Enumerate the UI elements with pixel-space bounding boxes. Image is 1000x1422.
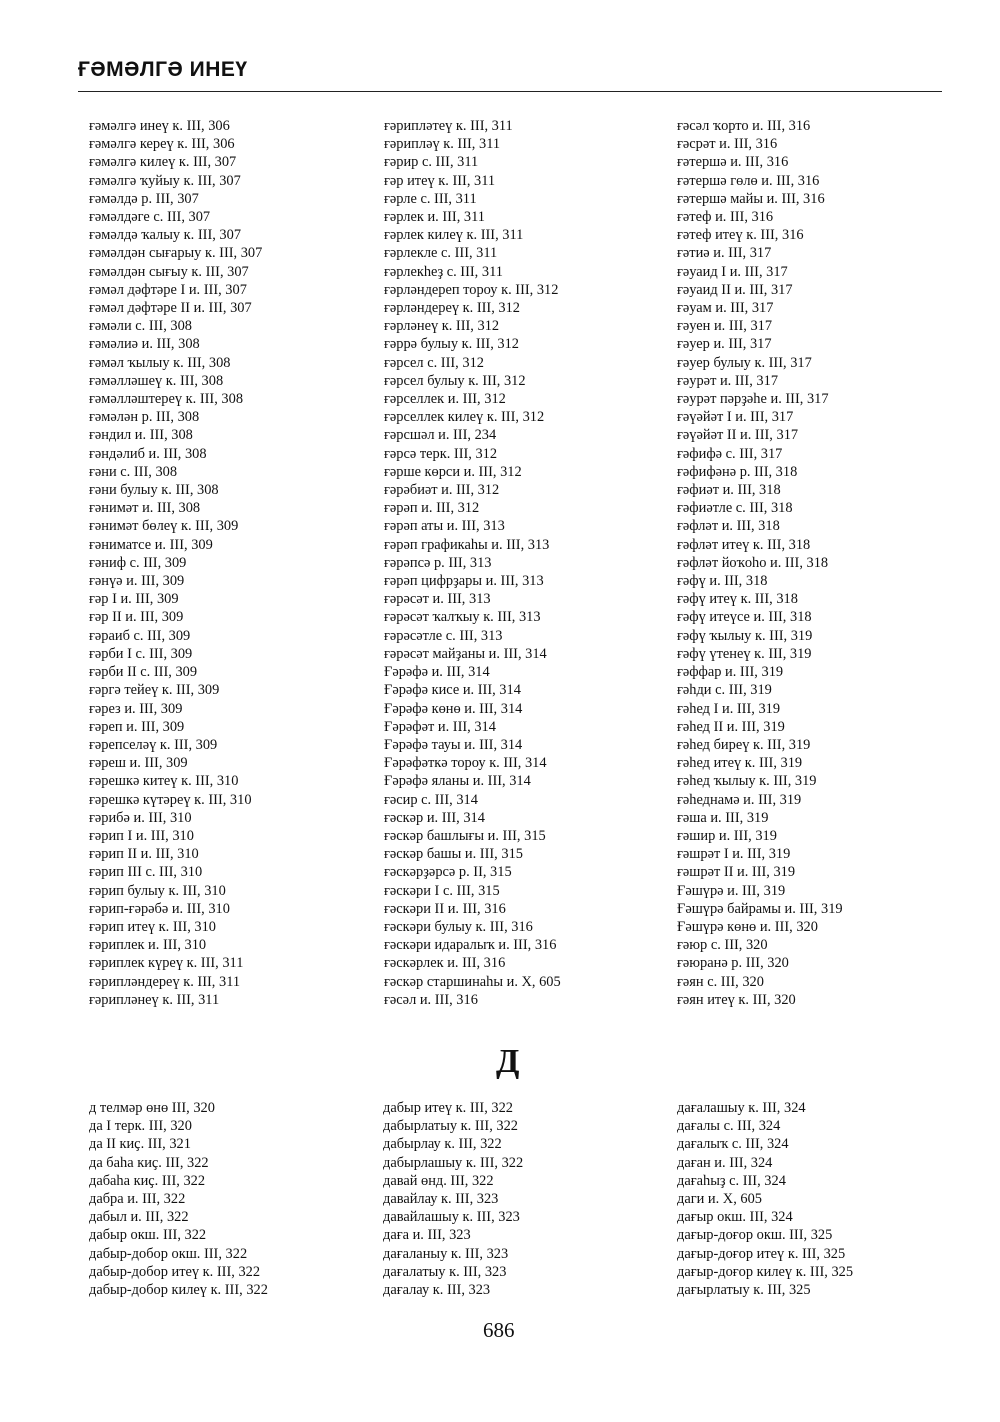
index-entry: дағалашыу к. III, 324 [677,1100,806,1116]
index-entry: ғәмәлдән сығыу к. III, 307 [89,263,249,280]
index-entry: ғәрби II с. III, 309 [89,664,198,681]
index-entry: ғәскәр старшинаһы и. X, 605 [384,973,561,990]
index-entry: ғәрләндереп тороу к. III, 312 [384,281,559,298]
index-entry: ғәһед ҡылыу к. III, 319 [677,773,817,790]
index-entry: ғәюранә р. III, 320 [677,955,789,972]
index-entry: ғәррә булыу к. III, 312 [384,336,519,353]
index-entry: ғәрсел булыу к. III, 312 [384,372,526,389]
index-entry: ғәрәпсә р. III, 313 [384,554,492,571]
index-entry: ғәһед I и. III, 319 [677,700,781,717]
index-entry: ғәтершә и. III, 316 [677,154,789,171]
index-entry: Ғәшүрә байрамы и. III, 319 [677,900,843,917]
index-entry: ғәмәл дәфтәре I и. III, 307 [89,281,247,298]
index-entry: ғәшрәт II и. III, 319 [677,864,796,881]
index-entry: ғәндәлиб и. III, 308 [89,445,207,462]
index-entry: ғәфү итеү к. III, 318 [677,591,798,608]
index-entry: ғәмәлгә килеү к. III, 307 [89,154,237,171]
index-entry: ғәюр с. III, 320 [677,937,768,954]
index-entry: Ғәрәфә и. III, 314 [384,664,490,681]
index-column-2 [384,117,561,1009]
index-entry: ғәрип I и. III, 310 [89,827,194,844]
index-entry: ғәшрәт I и. III, 319 [677,846,791,863]
index-entry: дабырлатыу к. III, 322 [383,1118,518,1135]
index-entry: ғәрлек килеү к. III, 311 [384,227,524,244]
index-entry: ғәмәлгә ҡуйыу к. III, 307 [89,172,241,189]
index-entry: ғәрипләнеү к. III, 311 [89,991,220,1008]
index-entry: ғәмәлгә инеү к. III, 306 [89,118,230,134]
page-number: 686 [483,1318,515,1342]
index-entry: ғәһед итеү к. III, 319 [677,755,803,772]
index-entry: давай өнд. III, 322 [383,1172,494,1189]
index-entry: ғәскәри II и. III, 316 [384,900,506,917]
index-entry: дабаһа киҫ. III, 322 [89,1172,206,1189]
index-entry: ғәһед II и. III, 319 [677,718,785,735]
index-entry: ғәмәлдә ҡалыу к. III, 307 [89,227,242,244]
index-entry: ғәрешкә күтәреү к. III, 310 [89,791,252,808]
index-entry: ғәрсшәл и. III, 234 [384,427,497,444]
index-entry: ғәмәли с. III, 308 [89,318,193,335]
index-entry: ғәрби I с. III, 309 [89,645,193,662]
index-entry: ғәрешкә китеү к. III, 310 [89,773,239,790]
index-entry: ғәнимәт бөлеү к. III, 309 [89,518,239,535]
index-entry: ғәрибә и. III, 310 [89,809,192,826]
index-entry: ғәмәлдән сығарыу к. III, 307 [89,245,263,262]
index-entry: ғәр I и. III, 309 [89,591,179,608]
index-entry: дағалыҡ с. III, 324 [677,1136,789,1153]
index-entry: ғәрше көрси и. III, 312 [384,463,522,480]
index-entry: Ғәрәфәткә тороу к. III, 314 [384,755,547,772]
index-entry: давайлау к. III, 323 [383,1191,499,1208]
index-entry: ғәфләт йоҡоһо и. III, 318 [677,554,829,571]
index-entry: дабыр-добор окш. III, 322 [89,1245,248,1262]
index-entry: ғәриплек күреү к. III, 311 [89,955,244,972]
index-entry: ғәрипләү к. III, 311 [384,136,501,153]
index-entry: ғәниф с. III, 309 [89,554,187,571]
index-entry: ғәнүә и. III, 309 [89,573,185,590]
index-entry: дағалы с. III, 324 [677,1118,781,1135]
index-entry: дабыр-добор килеү к. III, 322 [89,1282,268,1299]
index-entry: ғәскәр башлығы и. III, 315 [384,827,546,844]
index-entry: ғәреш и. III, 309 [89,755,188,772]
index-entry: Ғәшүрә и. III, 319 [677,882,786,899]
index-entry: ғәрлекле с. III, 311 [384,245,498,262]
index-entry: ғәшир и. III, 319 [677,827,777,844]
index-entry: ғәфләт и. III, 318 [677,518,780,535]
index-entry: дағыр-доғор окш. III, 325 [677,1227,833,1244]
index-entry: ғәрле с. III, 311 [384,190,477,207]
index-entry: дағаланыу к. III, 323 [383,1245,509,1262]
index-entry: ғәуам и. III, 317 [677,300,774,317]
index-entry: ғәуер и. III, 317 [677,336,772,353]
index-entry: ғәрәсәтле с. III, 313 [384,627,503,644]
index-entry: ғәтершә гөлө и. III, 316 [677,172,820,189]
index-column-3 [677,117,843,1009]
index-entry: ғәфү үтенеү к. III, 319 [677,645,812,662]
index-entry: ғәрип III с. III, 310 [89,864,203,881]
index-entry: ғәрәп цифрҙары и. III, 313 [384,573,544,590]
index-entry: ғәүәйәт I и. III, 317 [677,409,794,426]
index-entry: ғәниматсе и. III, 309 [89,536,213,553]
index-entry: ғәмәлдә р. III, 307 [89,190,199,207]
index-entry: ғәрәп графикаһы и. III, 313 [384,536,550,553]
index-entry: ғәтершә майы и. III, 316 [677,190,825,207]
index-entry: ғәрир с. III, 311 [384,154,479,171]
index-entry: дабыр окш. III, 322 [89,1227,207,1244]
index-entry: да баһа киҫ. III, 322 [89,1154,209,1171]
index-entry: ғәрлекһеҙ с. III, 311 [384,263,503,280]
index-entry: дағаһыҙ с. III, 324 [677,1172,786,1189]
index-entry: ғәмәлиә и. III, 308 [89,336,200,353]
index-column-5 [383,1099,523,1299]
index-entry: ғәмәл дәфтәре II и. III, 307 [89,300,252,317]
index-entry: ғәни с. III, 308 [89,463,178,480]
running-head: ҒӘМӘЛГӘ ИНЕҮ [78,58,248,81]
index-column-1 [89,117,262,1009]
index-entry: ғәрипләндереү к. III, 311 [89,973,241,990]
index-entry: ғәша и. III, 319 [677,809,769,826]
index-entry: ғәуен и. III, 317 [677,318,773,335]
index-entry: ғәриплек и. III, 310 [89,937,207,954]
index-entry: ғәфү и. III, 318 [677,573,768,590]
index-entry: ғәргә тейеү к. III, 309 [89,682,220,699]
index-entry: ғәфиәтле с. III, 318 [677,500,793,517]
header-rule [78,91,942,92]
index-entry: ғәскәр и. III, 314 [384,809,485,826]
index-entry: ғәрләнеү к. III, 312 [384,318,500,335]
index-entry: ғәһед биреү к. III, 319 [677,736,811,753]
index-entry: Ғәрәфә кисе и. III, 314 [384,682,521,699]
index-entry: Ғәрәфә көнө и. III, 314 [384,700,523,717]
index-entry: Ғәрәфә яланы и. III, 314 [384,773,531,790]
index-entry: дағыр-доғор итеү к. III, 325 [677,1245,846,1262]
index-entry: ғәтеф и. III, 316 [677,209,774,226]
index-entry: ғәһди с. III, 319 [677,682,772,699]
index-entry: ғәскәр башы и. III, 315 [384,846,523,863]
index-entry: ғәмәлләштереү к. III, 308 [89,391,244,408]
index-entry: ғәни булыу к. III, 308 [89,482,219,499]
index-entry: ғәян с. III, 320 [677,973,764,990]
index-entry: ғәр II и. III, 309 [89,609,184,626]
index-entry: ғәскәри идаралыҡ и. III, 316 [384,937,557,954]
index-entry: ғәурәт пәрҙәһе и. III, 317 [677,391,829,408]
index-entry: ғәуаид I и. III, 317 [677,263,788,280]
index-entry: ғәрәп аты и. III, 313 [384,518,505,535]
index-entry: дабыл и. III, 322 [89,1209,189,1226]
index-entry: даға и. III, 323 [383,1227,471,1244]
index-entry: дағырлатыу к. III, 325 [677,1282,811,1299]
index-entry: ғәфләт итеү к. III, 318 [677,536,811,553]
index-entry: ғәрлек и. III, 311 [384,209,485,226]
index-entry: ғәрипләтеү к. III, 311 [384,118,513,134]
index-entry: ғәуер булыу к. III, 317 [677,354,812,371]
index-entry: давайлашыу к. III, 323 [383,1209,520,1226]
index-entry: ғәрип II и. III, 310 [89,846,199,863]
index-entry: ғәмәл ҡылыу к. III, 308 [89,354,231,371]
index-entry: ғәрсел с. III, 312 [384,354,484,371]
index-entry: ғәскәрлек и. III, 316 [384,955,506,972]
index-entry: дабырлау к. III, 322 [383,1136,502,1153]
index-entry: ғәскәри I с. III, 315 [384,882,500,899]
index-entry: ғәрләндереү к. III, 312 [384,300,520,317]
index-entry: ғәраиб с. III, 309 [89,627,191,644]
index-entry: ғәндил и. III, 308 [89,427,193,444]
index-entry: даған и. III, 324 [677,1154,773,1171]
index-entry: ғәмәлгә кереү к. III, 306 [89,136,235,153]
index-entry: дабырлашыу к. III, 322 [383,1154,524,1171]
index-entry: ғәтеф итеү к. III, 316 [677,227,804,244]
index-entry: ғәян итеү к. III, 320 [677,991,796,1008]
index-entry: ғәсир с. III, 314 [384,791,478,808]
index-entry: Ғәшүрә көнө и. III, 320 [677,918,818,935]
index-entry: ғәүәйәт II и. III, 317 [677,427,799,444]
index-entry: ғәнимәт и. III, 308 [89,500,201,517]
index-entry: дағыр-доғор килеү к. III, 325 [677,1263,854,1280]
index-entry: ғәмәлән р. III, 308 [89,409,200,426]
index-entry: ғәрип итеү к. III, 310 [89,918,217,935]
section-letter: Д [496,1043,520,1080]
index-entry: д телмәр өнө III, 320 [89,1100,215,1116]
index-entry: ғәрәп и. III, 312 [384,500,480,517]
index-entry: ғәрсә терк. III, 312 [384,445,498,462]
index-entry: ғәсрәт и. III, 316 [677,136,778,153]
index-entry: ғәтиә и. III, 317 [677,245,772,262]
index-column-6 [677,1099,853,1299]
index-entry: ғәскәрҙәрсә р. II, 315 [384,864,512,881]
index-entry: ғәфү итеүсе и. III, 318 [677,609,812,626]
index-entry: ғәрепселәү к. III, 309 [89,736,218,753]
index-entry: ғәр итеү к. III, 311 [384,172,496,189]
index-entry: ғәурәт и. III, 317 [677,372,779,389]
index-entry: ғәрәсәт ҡалҡыу к. III, 313 [384,609,541,626]
index-entry: ғәфифәнә р. III, 318 [677,463,798,480]
index-entry: дабра и. III, 322 [89,1191,186,1208]
index-entry: ғәфифә с. III, 317 [677,445,783,462]
index-entry: Ғәрәфәт и. III, 314 [384,718,496,735]
index-entry: ғәрселлек и. III, 312 [384,391,506,408]
index-entry: ғәрәсәт майҙаны и. III, 314 [384,645,547,662]
index-entry: ғәмәлдәге с. III, 307 [89,209,211,226]
index-entry: даги и. X, 605 [677,1191,762,1208]
index-entry: да II киҫ. III, 321 [89,1136,191,1153]
index-entry: ғәреп и. III, 309 [89,718,185,735]
index-entry: дағалатыу к. III, 323 [383,1263,507,1280]
index-entry: ғәскәри булыу к. III, 316 [384,918,533,935]
index-entry: ғәрәбиәт и. III, 312 [384,482,500,499]
index-entry: Ғәрәфә тауы и. III, 314 [384,736,523,753]
index-entry: ғәфү ҡылыу к. III, 319 [677,627,813,644]
index-entry: ғәһеднамә и. III, 319 [677,791,802,808]
index-column-4 [89,1099,268,1299]
index-entry: ғәмәлләшеү к. III, 308 [89,372,224,389]
index-entry: ғәуаид II и. III, 317 [677,281,793,298]
index-entry: ғәфиәт и. III, 318 [677,482,781,499]
index-entry: ғәсәл и. III, 316 [384,991,478,1008]
index-entry: ғәрселлек килеү к. III, 312 [384,409,545,426]
index-entry: ғәрип-ғәрәбә и. III, 310 [89,900,230,917]
index-entry: ғәффар и. III, 319 [677,664,784,681]
index-entry: дабыр-добор итеү к. III, 322 [89,1263,261,1280]
index-entry: дағыр окш. III, 324 [677,1209,793,1226]
index-entry: дабыр итеү к. III, 322 [383,1100,514,1116]
index-entry: ғәрәсәт и. III, 313 [384,591,491,608]
index-entry: ғәсәл ҡорто и. III, 316 [677,118,811,134]
index-entry: дағалау к. III, 323 [383,1282,491,1299]
index-entry: ғәрез и. III, 309 [89,700,183,717]
index-entry: ғәрип булыу к. III, 310 [89,882,226,899]
index-entry: да I терк. III, 320 [89,1118,192,1135]
